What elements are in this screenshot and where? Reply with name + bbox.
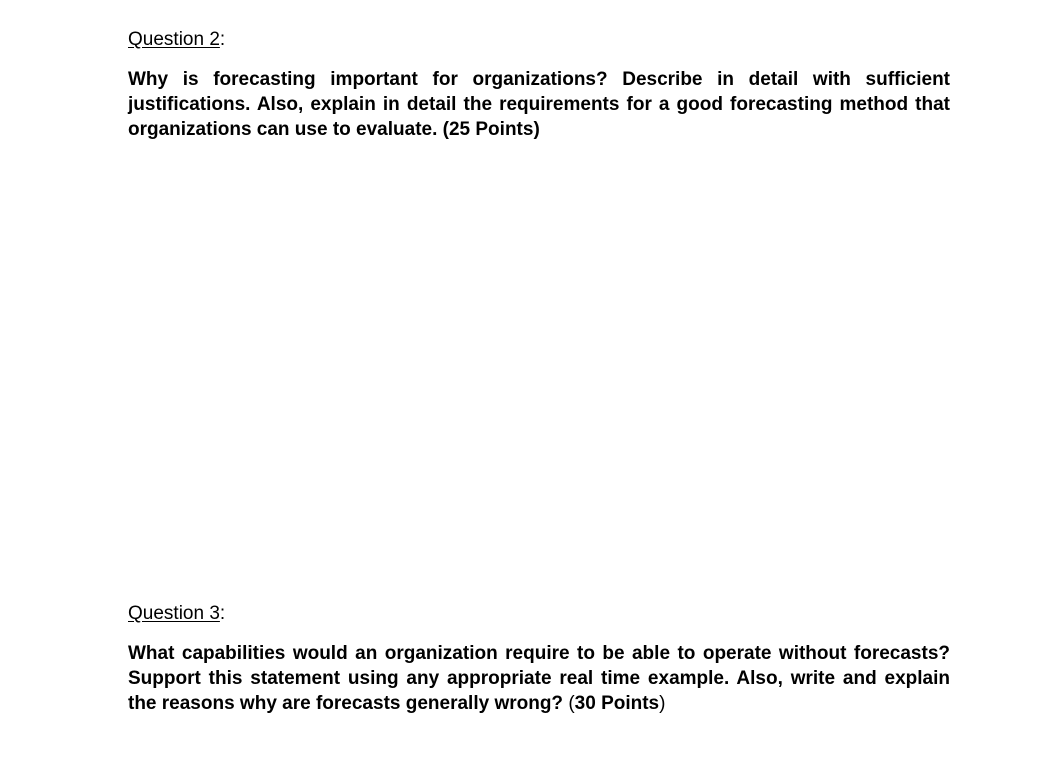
question-2-text: Why is forecasting important for organizations? Describe in detail with sufficient justifications. Also, explain in detail the requirements for a good forecasting method that organizations can use to evaluate. (25 Points): [128, 69, 950, 140]
question-3-points-open: (: [563, 693, 575, 714]
question-3-body: What capabilities would an organization require to be able to operate without forecasts? Support this statement using any appropriate real time example. Also, write and explain the reasons why are forecasts generally wrong?: [128, 643, 950, 714]
question-3-points: 30 Points: [574, 693, 660, 714]
question-2-block: [128, 28, 950, 142]
question-2-title: Question 2: [128, 29, 220, 50]
question-3-text: [128, 641, 950, 716]
question-3-points-close: ): [659, 693, 666, 714]
question-3-block: [128, 602, 950, 716]
question-3-heading: [128, 602, 950, 626]
question-2-heading: [128, 28, 950, 52]
question-2-colon: :: [219, 29, 226, 50]
question-3-title: Question 3: [128, 603, 220, 624]
question-3-colon: :: [219, 603, 226, 624]
